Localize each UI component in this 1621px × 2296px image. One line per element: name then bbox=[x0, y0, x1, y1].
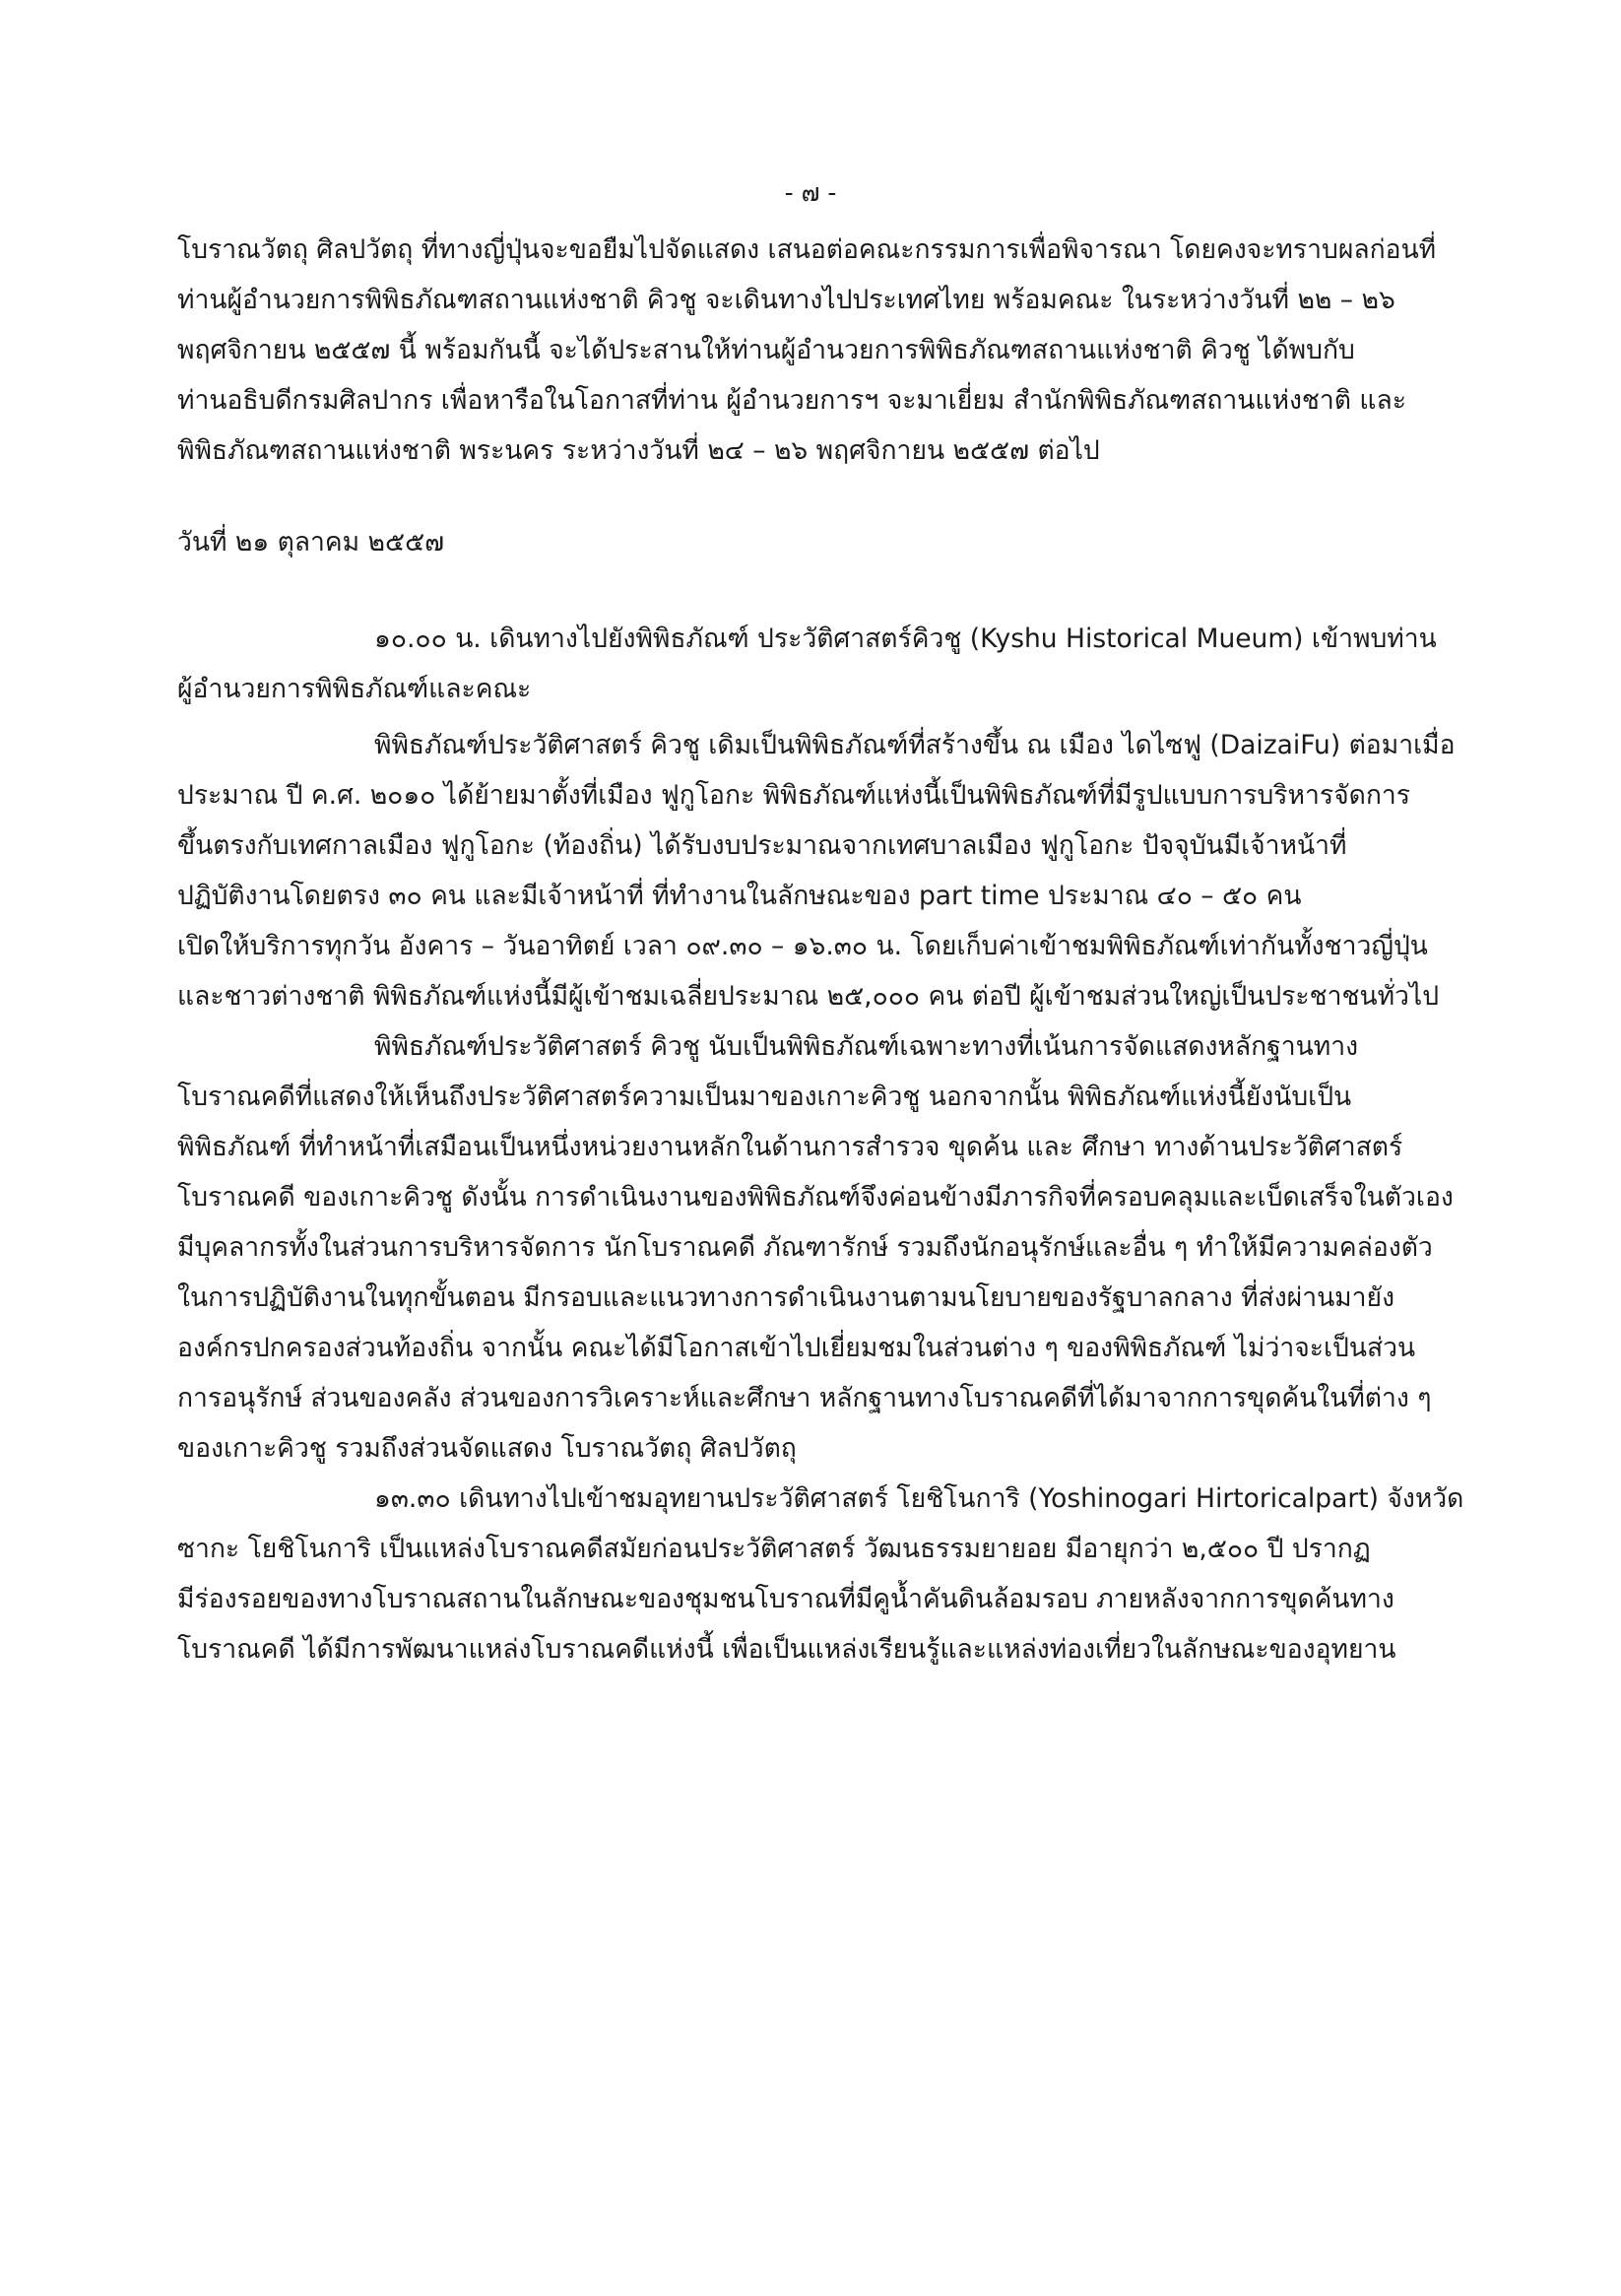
paragraph-yoshinogari bbox=[177, 1474, 1467, 1674]
text-line: โบราณคดี ของเกาะคิวชู ดังนั้น การดำเนินงานของพิพิธภัณฑ์จึงค่อนข้างมีภารกิจที่ครอบคลุมและเบ็ดเสร็จในตัวเอง bbox=[177, 1182, 1454, 1213]
text-line: พิพิธภัณฑ์ ที่ทำหน้าที่เสมือนเป็นหนึ่งหน่วยงานหลักในด้านการสำรวจ ขุดค้น และ ศึกษา ทางด้านประวัติศาสตร์ bbox=[177, 1132, 1403, 1162]
text-line: ท่านอธิบดีกรมศิลปากร เพื่อหารือในโอกาสที่ท่าน ผู้อำนวยการฯ จะมาเยี่ยม สำนักพิพิธภัณฑสถานแห่งชาติ และ bbox=[177, 385, 1406, 416]
text-line: ท่านผู้อำนวยการพิพิธภัณฑสถานแห่งชาติ คิวชู จะเดินทางไปประเทศไทย พร้อมคณะ ในระหว่างวันที่ ๒๒ – ๒๖ bbox=[177, 285, 1395, 315]
text-line: ประมาณ ปี ค.ศ. ๒๐๑๐ ได้ย้ายมาตั้งที่เมือง ฟูกูโอกะ พิพิธภัณฑ์แห่งนี้เป็นพิพิธภัณฑ์ที่มีรูปแบบการบริหารจัดการ bbox=[177, 780, 1410, 811]
date-heading: วันที่ ๒๑ ตุลาคม ๒๕๕๗ bbox=[177, 527, 445, 558]
text-line: โบราณคดี ได้มีการพัฒนาแหล่งโบราณคดีแห่งนี้ เพื่อเป็นแหล่งเรียนรู้และแหล่งท่องเที่ยวในลักษณะของอุทยาน bbox=[177, 1634, 1396, 1665]
text-line: ปฏิบัติงานโดยตรง ๓๐ คน และมีเจ้าหน้าที่ ที่ทำงานในลักษณะของ part time ประมาณ ๔๐ – ๕๐ คน bbox=[177, 881, 1302, 911]
text-line: พิพิธภัณฑ์ประวัติศาสตร์ คิวชู เดิมเป็นพิพิธภัณฑ์ที่สร้างขึ้น ณ เมือง ไดไซฟู (DaizaiFu) ต่อมาเมื่อ bbox=[374, 730, 1456, 760]
text-line: และชาวต่างชาติ พิพิธภัณฑ์แห่งนี้มีผู้เข้าชมเฉลี่ยประมาณ ๒๕,๐๐๐ คน ต่อปี ผู้เข้าชมส่วนใหญ่เป็นประชาชนทั่วไป bbox=[177, 981, 1440, 1012]
paragraph-museum-history bbox=[177, 720, 1467, 1021]
paragraph-museum-visit bbox=[177, 614, 1467, 714]
text-line: พิพิธภัณฑสถานแห่งชาติ พระนคร ระหว่างวันที่ ๒๔ – ๒๖ พฤศจิกายน ๒๕๕๗ ต่อไป bbox=[177, 435, 1100, 466]
text-line: พฤศจิกายน ๒๕๕๗ นี้ พร้อมกันนี้ จะได้ประสานให้ท่านผู้อำนวยการพิพิธภัณฑสถานแห่งชาติ คิวชู ได้พบกับ bbox=[177, 335, 1355, 365]
page-number: - ๗ - bbox=[784, 178, 837, 207]
text-line: ในการปฏิบัติงานในทุกขั้นตอน มีกรอบและแนวทางการดำเนินงานตามนโยบายของรัฐบาลกลาง ที่ส่งผ่านมายัง bbox=[177, 1282, 1395, 1313]
text-line: เปิดให้บริการทุกวัน อังคาร – วันอาทิตย์ เวลา ๐๙.๓๐ – ๑๖.๓๐ น. โดยเก็บค่าเข้าชมพิพิธภัณฑ์เท่ากันทั้งชาวญี่ปุ่น bbox=[177, 931, 1428, 961]
text-line: มีร่องรอยของทางโบราณสถานในลักษณะของชุมชนโบราณที่มีคูน้ำคันดินล้อมรอบ ภายหลังจากการขุดค้นทาง bbox=[177, 1584, 1394, 1614]
text-line: ขึ้นตรงกับเทศกาลเมือง ฟูกูโอกะ (ท้องถิ่น) ได้รับงบประมาณจากเทศบาลเมือง ฟูกูโอกะ ปัจจุบันมีเจ้าหน้าที่ bbox=[177, 830, 1347, 861]
text-line: พิพิธภัณฑ์ประวัติศาสตร์ คิวชู นับเป็นพิพิธภัณฑ์เฉพาะทางที่เน้นการจัดแสดงหลักฐานทาง bbox=[374, 1031, 1359, 1062]
text-line: โบราณวัตถุ ศิลปวัตถุ ที่ทางญี่ปุ่นจะขอยืมไปจัดแสดง เสนอต่อคณะกรรมการเพื่อพิจารณา โดยคงจะทราบผลก่อนที่ bbox=[177, 234, 1437, 265]
paragraph-museum-role bbox=[177, 1021, 1467, 1474]
text-line: มีบุคลากรทั้งในส่วนการบริหารจัดการ นักโบราณคดี ภัณฑารักษ์ รวมถึงนักอนุรักษ์และอื่น ๆ ทำให้มีความคล่องตัว bbox=[177, 1232, 1433, 1263]
text-line: ของเกาะคิวชู รวมถึงส่วนจัดแสดง โบราณวัตถุ ศิลปวัตถุ bbox=[177, 1433, 797, 1464]
text-line: การอนุรักษ์ ส่วนของคลัง ส่วนของการวิเคราะห์และศึกษา หลักฐานทางโบราณคดีที่ได้มาจากการขุดค้นในที่ต่าง ๆ bbox=[177, 1383, 1432, 1413]
text-line: ผู้อำนวยการพิพิธภัณฑ์และคณะ bbox=[177, 674, 532, 704]
text-line: ซากะ โยชิโนการิ เป็นแหล่งโบราณคดีสมัยก่อนประวัติศาสตร์ วัฒนธรรมยายอย มีอายุกว่า ๒,๕๐๐ ปี ปรากฏ bbox=[177, 1534, 1371, 1564]
text-line: ๑๐.๐๐ น. เดินทางไปยังพิพิธภัณฑ์ ประวัติศาสตร์คิวชู (Kyshu Historical Mueum) เข้าพบท่าน bbox=[374, 623, 1437, 654]
paragraph-continued bbox=[177, 225, 1467, 476]
text-line: ๑๓.๓๐ เดินทางไปเข้าชมอุทยานประวัติศาสตร์ โยชิโนการิ (Yoshinogari Hirtoricalpart) จังหวัด bbox=[374, 1483, 1464, 1514]
text-line: โบราณคดีที่แสดงให้เห็นถึงประวัติศาสตร์ความเป็นมาของเกาะคิวชู นอกจากนั้น พิพิธภัณฑ์แห่งนี้ยังนับเป็น bbox=[177, 1082, 1352, 1112]
document-body bbox=[177, 225, 1467, 1674]
text-line: องค์กรปกครองส่วนท้องถิ่น จากนั้น คณะได้มีโอกาสเข้าไปเยี่ยมชมในส่วนต่าง ๆ ของพิพิธภัณฑ์ ไม่ว่าจะเป็นส่วน bbox=[177, 1333, 1416, 1363]
